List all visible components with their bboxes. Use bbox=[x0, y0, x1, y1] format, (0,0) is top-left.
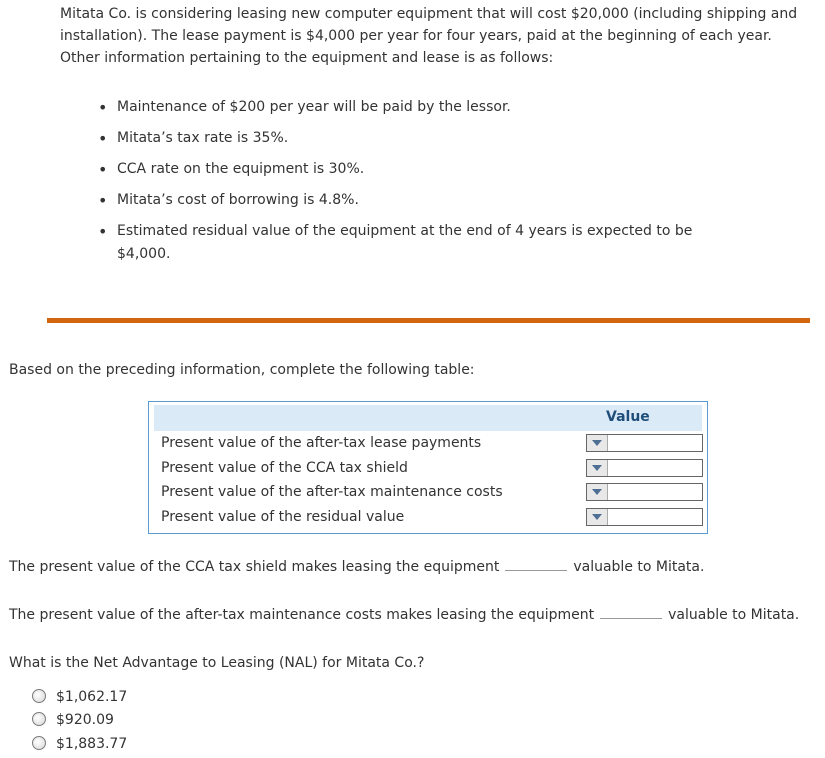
lease-payments-dropdown[interactable] bbox=[586, 434, 703, 452]
intro-paragraph: Mitata Co. is considering leasing new computer equipment that will cost $20,000 (including shipping and installation). The lease payment is $4,000 per year for four years, paid at the beginning of each year. Other information pertaining to the equipment and lease is as follows: bbox=[60, 6, 798, 66]
list-item: • Mitata’s tax rate is 35%. bbox=[96, 127, 736, 150]
radio-button-icon[interactable] bbox=[32, 736, 46, 750]
list-item: • CCA rate on the equipment is 30%. bbox=[96, 158, 736, 181]
nal-option[interactable] bbox=[32, 734, 127, 754]
nal-question: What is the Net Advantage to Leasing (NAL) for Mitata Co.? bbox=[9, 655, 425, 671]
cca-sentence-end: valuable to Mitata. bbox=[573, 559, 705, 575]
row-label-residual-value: Present value of the residual value bbox=[161, 509, 405, 525]
cca-tax-shield-dropdown[interactable] bbox=[586, 459, 703, 477]
radio-button-icon[interactable] bbox=[32, 689, 46, 703]
option-label: $1,062.17 bbox=[56, 689, 128, 705]
option-label: $1,883.77 bbox=[56, 736, 128, 752]
maintenance-sentence-start: The present value of the after-tax maintenance costs makes leasing the equipment bbox=[9, 607, 595, 623]
table-prompt: Based on the preceding information, complete the following table: bbox=[9, 362, 475, 378]
residual-value-dropdown[interactable] bbox=[586, 508, 703, 526]
values-table bbox=[148, 401, 708, 534]
option-label: $920.09 bbox=[56, 712, 114, 728]
row-label-maintenance-costs: Present value of the after-tax maintenance costs bbox=[161, 484, 503, 500]
list-item: • Estimated residual value of the equipment at the end of 4 years is expected to be $4,000. bbox=[96, 220, 736, 266]
value-column-header: Value bbox=[606, 409, 650, 425]
radio-button-icon[interactable] bbox=[32, 712, 46, 726]
assumptions-list bbox=[96, 96, 736, 274]
nal-option[interactable] bbox=[32, 710, 114, 730]
nal-option[interactable] bbox=[32, 687, 127, 707]
list-item: • Maintenance of $200 per year will be paid by the lessor. bbox=[96, 96, 736, 119]
cca-sentence-start: The present value of the CCA tax shield makes leasing the equipment bbox=[9, 559, 500, 575]
maintenance-sentence-end: valuable to Mitata. bbox=[668, 607, 800, 623]
maintenance-sentence bbox=[9, 604, 799, 625]
table-header bbox=[154, 405, 702, 431]
maintenance-more-less-blank[interactable] bbox=[600, 604, 662, 619]
section-divider bbox=[47, 318, 810, 323]
cca-more-less-blank[interactable] bbox=[505, 556, 567, 571]
row-label-lease-payments: Present value of the after-tax lease payments bbox=[161, 435, 482, 451]
list-item: • Mitata’s cost of borrowing is 4.8%. bbox=[96, 189, 736, 212]
maintenance-costs-dropdown[interactable] bbox=[586, 483, 703, 501]
row-label-cca-tax-shield: Present value of the CCA tax shield bbox=[161, 460, 408, 476]
cca-sentence bbox=[9, 556, 704, 577]
